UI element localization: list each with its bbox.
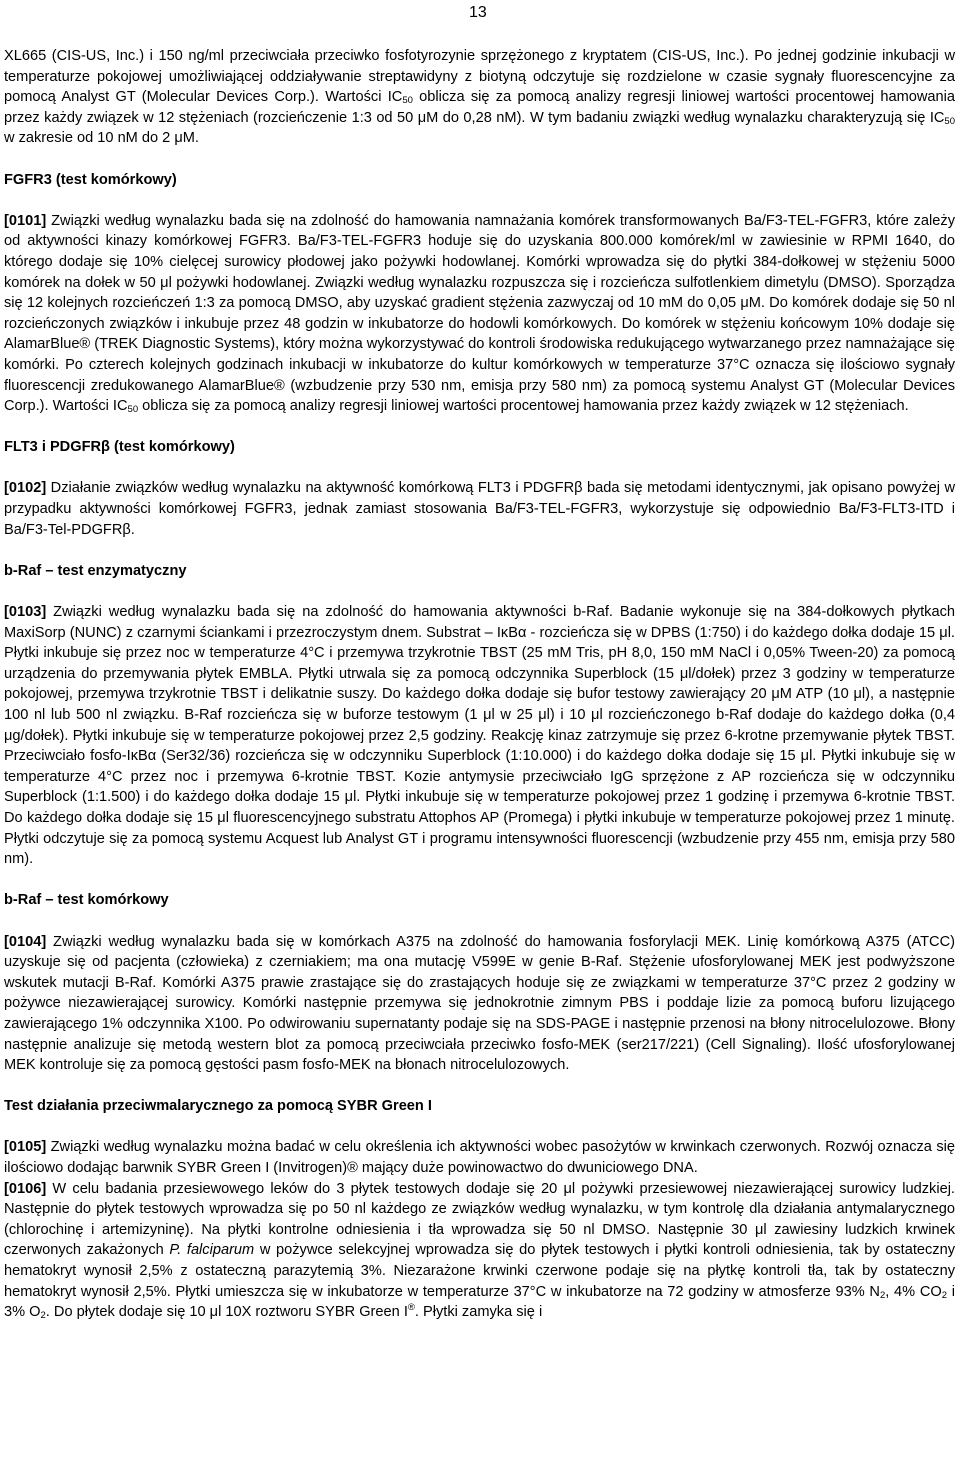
formula-subscript: 2 [879,1289,886,1301]
paragraph-0103 [4,602,955,870]
section-heading-braf-cellular: b-Raf – test komórkowy [4,892,169,909]
ic50-subscript: 50 [402,95,413,107]
paragraph-text: Działanie związków według wynalazku na aktywność komórkową FLT3 i PDGFRβ bada się metodami identycznymi, jak opisano powyżej w przypadku aktywności komórkowej FGFR3, jednak zamiast stosowania Ba/F3-TEL-FGFR3, wykorzystuje się odpowiednio Ba/F3-FLT3-ITD i Ba/F3-Tel-PDGFRβ. [4,480,955,538]
paragraph-text: oblicza się za pomocą analizy regresji liniowej wartości procentowej hamowania przez każdy związek w 12 stężeniach. [138,398,909,415]
paragraph-0101 [4,211,955,417]
section-heading-braf-enzymatic: b-Raf – test enzymatyczny [4,562,187,579]
registered-mark: ® [407,1302,415,1314]
paragraph-0105 [4,1137,955,1178]
section-heading-flt3: FLT3 i PDGFRβ (test komórkowy) [4,439,235,456]
intro-text-b: oblicza się za pomocą analizy regresji liniowej wartości procentowej hamowania przez każdy związek w 12 stężeniach (rozcieńczenie 1:3 od 50 μM do 0,28 nM). W tym badaniu związki według wynalazku charakteryzują się IC [4,89,955,126]
paragraph-0106 [4,1179,955,1323]
ic50-subscript: 50 [127,404,139,416]
paragraph-text: Związki według wynalazku można badać w celu określenia ich aktywności wobec pasożytów w krwinkach czerwonych. Rozwój oznacza się ilościowo dodając barwnik SYBR Green I (Invitrogen)® mający duże powinowactwo do dwuniciowego DNA. [4,1139,955,1177]
paragraph-number: [0101] [4,212,47,229]
species-name: P. falciparum [169,1242,255,1259]
paragraph-0104 [4,932,955,1076]
intro-text-c: w zakresie od 10 nM do 2 μM. [4,130,199,147]
document-body [4,46,955,1323]
paragraph-text: W celu badania przesiewowego leków do 3 płytek testowych dodaje się 20 μl pożywki przesiewowej niezawierającej surowicy ludzkiej. Następnie do płytek testowych wprowadza się po 50 nl każdego ze związków według wynalazku, w tym kontrolę dla działania antymalarycznego (chlorochinę i artemizyninę). Na płytki kontrolne odniesienia i tła wprowadza się 50 nl DMSO. Następnie 30 μl zawiesiny ludzkich krwinek czerwonych zakażonych [4,1180,955,1259]
intro-paragraph [4,46,955,149]
paragraph-number: [0102] [4,480,47,497]
paragraph-text: Związki według wynalazku bada się na zdolność do hamowania aktywności b-Raf. Badanie wykonuje się na 384-dołkowych płytkach MaxiSorp (NUNC) z czarnymi ściankami i przezroczystym dnem. Substrat – IκBα - rozcieńcza się w DPBS (1:750) i do każdego dołka dodaje 15 μl. Płytki inkubuje się przez noc w temperaturze 4°C i przemywa trzykrotnie TBST (25 mM Tris, pH 8,0, 150 mM NaCl i 0,05% Tween-20) za pomocą urządzenia do przemywania płytek EMBLA. Płytki utrwala się za pomocą odczynnika Superblock (15 μl/dołek) przez 3 godziny w temperaturze pokojowej, przemywa trzykrotnie TBST i delikatnie suszy. Do każdego dołka dodaje się bufor testowy zawierający 20 μM ATP (10 μl), a następnie 100 nl lub 500 nl związku. B-Raf rozcieńcza się w buforze testowym (1 μl w 25 μl) i 10 μl rozcieńczonego b-Raf dodaje do każdego dołka (0,4 μg/dołek). Płytki inkubuje się w temperaturze pokojowej przez 2,5 godziny. Reakcję kinaz zatrzymuje się przez 6-krotne przemywanie płytek TBST. Przeciwciało fosfo-IκBα (Ser32/36) rozcieńcza się w odczynniku Superblock (1:10.000) i do każdego dołka dodaje się 15 μl. Płytki inkubuje się w temperaturze 4°C przez noc i przemywa 6-krotnie TBST. Kozie antymysie przeciwciało IgG sprzężone z AP rozcieńcza się w odczynniku Superblock (1:1.500) i do każdego dołka dodaje 15 μl. Płytki inkubuje się w temperaturze pokojowej przez 1 godzinę i przemywa 6-krotnie TBST. Do każdego dołka dodaje się 15 μl fluorescencyjnego substratu Attophos AP (Promega) i płytki inkubuje w temperaturze pokojowej przez 1 minutę. Płytki odczytuje się za pomocą systemu Acquest lub Analyst GT i programu intensywności fluorescencji (wzbudzenie przy 455 nm, emisja przy 580 nm). [4,604,955,868]
paragraph-text: Związki według wynalazku bada się w komórkach A375 na zdolność do hamowania fosforylacji MEK. Linię komórkową A375 (ATCC) uzyskuje się od pacjenta (człowieka) z czerniakiem; ma ona mutację V599E w genie B-Raf. Stężenie ufosforylowanej MEK jest podwyższone wskutek mutacji B-Raf. Komórki A375 prawie zrastające się do zrastających hoduje się ze związkami w temperaturze 37°C przez 2 godziny w pożywce niezawierającej surowicy. Komórki następnie przemywa się jednokrotnie zimnym PBS i poddaje lizie za pomocą buforu lizującego zawierającego 1% odczynnika X100. Po odwirowaniu supernatanty podaje się na SDS-PAGE i następnie przenosi na błony nitrocelulozowe. Błony następnie analizuje się metodą western blot za pomocą przeciwciała przeciwko fosfo-MEK (ser217/221) (Cell Signaling). Ilość ufosforylowanej MEK kontroluje się za pomocą gęstości pasm fosfo-MEK na błonach nitrocelulozowych. [4,933,955,1074]
paragraph-0102 [4,478,955,540]
section-heading-fgfr3: FGFR3 (test komórkowy) [4,171,177,188]
paragraph-number: [0103] [4,604,47,621]
paragraph-text: . Do płytek dodaje się 10 μl 10X roztworu SYBR Green I [45,1304,408,1321]
paragraph-text: w pożywce selekcyjnej wprowadza się do płytek testowych i płytki kontroli odniesienia, tak by ostateczny hematokryt wynosił 2,5% z ostateczną parazytemią 3%. Niezarażone krwinki czerwone podaje się na płytkę kontroli tła, tak by ostateczny hematokryt wynosił 2,5%. Płytki umieszcza się w inkubatorze w temperaturze 37°C w inkubatorze na 72 godziny w atmosferze 93% N [4,1242,956,1300]
section-heading-antimalarial: Test działania przeciwmalarycznego za pomocą SYBR Green I [4,1098,432,1115]
paragraph-number: [0105] [4,1139,47,1156]
page-number: 13 [469,4,487,21]
intro-text-a: XL665 (CIS-US, Inc.) i 150 ng/ml przeciwciała przeciwko fosfotyrozynie sprzężonego z kryptatem (CIS-US, Inc.). Po jednej godzinie inkubacji w temperaturze pokojowej umożliwiającej oddziaływanie streptawidyny z biotyną odczytuje się rozdzielone w czasie sygnały fluorescencyjne za pomocą Analyst GT (Molecular Devices Corp.). Wartości IC [4,48,955,106]
paragraph-text: , 4% CO [885,1283,942,1300]
paragraph-text: i 3% O [4,1283,955,1321]
ic50-subscript: 50 [944,115,955,127]
paragraph-text: . Płytki zamyka się i [414,1304,543,1321]
paragraph-text: Związki według wynalazku bada się na zdolność do hamowania namnażania komórek transformowanych Ba/F3-TEL-FGFR3, które zależy od aktywności kinazy komórkowej FGFR3. Ba/F3-TEL-FGFR3 hoduje się do uzyskania 800.000 komórek/ml w zawiesinie w RPMI 1640, do którego dodaje się 10% cielęcej surowicy płodowej jako pożywki hodowlanej. Komórki wprowadza się do płytki 384-dołkowej w stężeniu 5000 komórek na dołek w 50 μl pożywki hodowlanej. Związki według wynalazku rozpuszcza się i rozcieńcza sulfotlenkiem dimetylu (DMSO). Sporządza się 12 kolejnych rozcieńczeń 1:3 za pomocą DMSO, aby uzyskać gradient stężenia zazwyczaj od 10 mM do 0,05 μM. Do komórek dodaje się 50 nl rozcieńczonych związków i inkubuje przez 48 godzin w inkubatorze do hodowli komórkowych. Do komórek w stężeniu końcowym 10% dodaje się AlamarBlue® (TREK Diagnostic Systems), który można wykorzystywać do kontroli środowiska redukującego wytwarzanego przez namnażające się komórki. Po czterech kolejnych godzinach inkubacji w inkubatorze do kultur komórkowych w temperaturze 37°C oznacza się ilościowo sygnały fluorescencji zredukowanego AlamarBlue® (wzbudzenie przy 530 nm, emisja przy 580 nm) za pomocą systemu Analyst GT (Molecular Devices Corp.). Wartości IC [4,212,955,415]
formula-subscript: 2 [40,1310,46,1322]
paragraph-number: [0106] [4,1180,47,1197]
paragraph-number: [0104] [4,933,47,950]
formula-subscript: 2 [941,1289,948,1301]
